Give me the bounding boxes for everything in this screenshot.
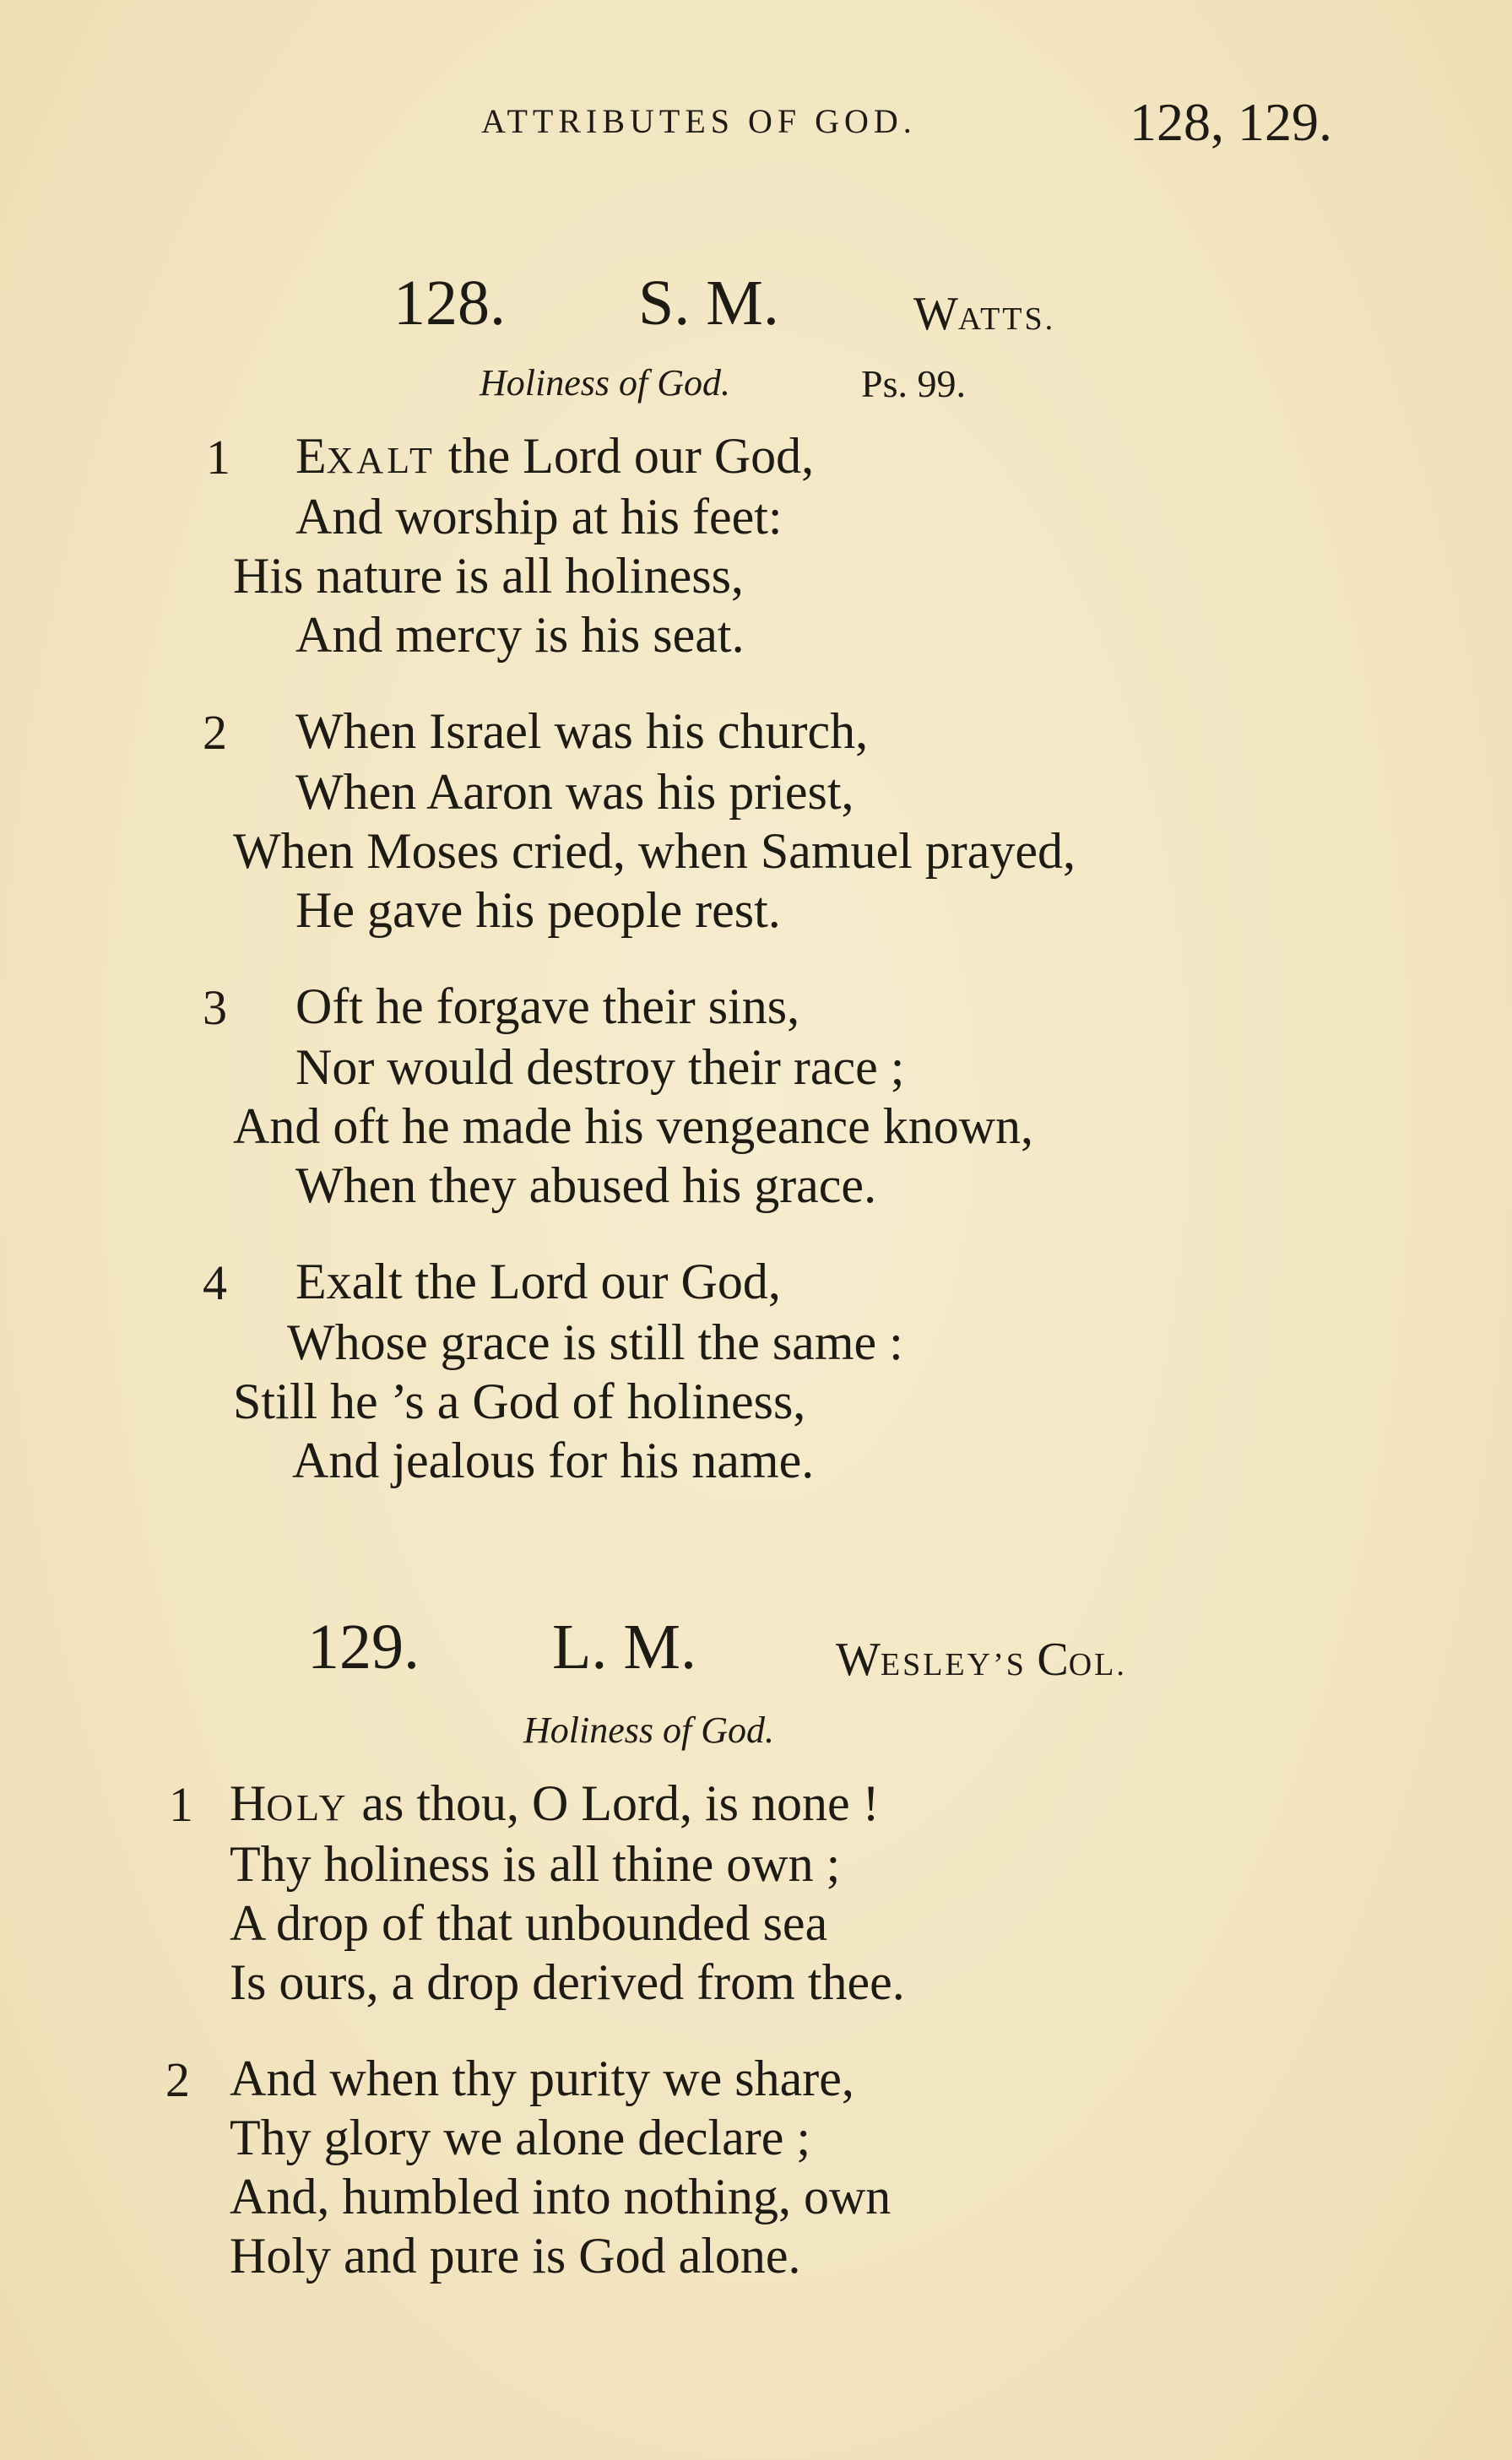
hymn-number: 128. xyxy=(393,268,506,339)
stanza-line: And, humbled into nothing, own xyxy=(230,2169,891,2224)
author-rest-2: OL. xyxy=(1068,1647,1127,1682)
author-initial-2: C xyxy=(1037,1634,1069,1686)
page-numbers: 128, 129. xyxy=(1130,92,1332,152)
stanza-first-line: When Israel was his church, xyxy=(295,703,869,759)
stanza-line: A drop of that unbounded sea xyxy=(230,1895,828,1951)
first-line-rest: the Lord our God, xyxy=(435,428,815,484)
stanza-line: Still he ’s a God of holiness, xyxy=(233,1374,806,1429)
stanza-first-line: Oft he forgave their sins, xyxy=(295,978,800,1034)
stanza-first-line: And when thy purity we share, xyxy=(230,2051,854,2106)
stanza-line: And jealous for his name. xyxy=(292,1433,815,1488)
first-line-rest: as thou, O Lord, is none ! xyxy=(349,1775,880,1831)
hymn-author xyxy=(836,1633,1127,1687)
first-word-rest: OLY xyxy=(266,1787,350,1829)
hymn-number: 129. xyxy=(307,1612,420,1682)
stanza-line: His nature is all holiness, xyxy=(233,548,744,604)
author-rest: ESLEY’S xyxy=(880,1647,1027,1682)
stanza-number: 4 xyxy=(203,1255,227,1310)
stanza-first-line: Exalt the Lord our God, xyxy=(295,1254,781,1309)
first-word-rest: XALT xyxy=(326,440,436,481)
stanza-line: Nor would destroy their race ; xyxy=(295,1039,905,1095)
stanza-number: 1 xyxy=(206,430,230,485)
stanza-line: Thy glory we alone declare ; xyxy=(230,2110,811,2165)
author-initial: W xyxy=(913,288,958,340)
stanza-line: And worship at his feet: xyxy=(295,489,783,545)
hymn-meter: S. M. xyxy=(638,268,779,339)
stanza-line: When Moses cried, when Samuel prayed, xyxy=(233,823,1076,879)
stanza-line: Whose grace is still the same : xyxy=(287,1314,903,1370)
first-word-initial: H xyxy=(230,1775,267,1831)
hymn-subject: Holiness of God. xyxy=(523,1710,774,1751)
stanza-number: 1 xyxy=(169,1777,193,1832)
hymn-meter: L. M. xyxy=(552,1612,696,1682)
stanza-line: When they abused his grace. xyxy=(295,1157,877,1213)
running-head-title: ATTRIBUTES OF GOD. xyxy=(481,102,917,140)
author-rest: ATTS. xyxy=(957,301,1056,337)
first-word-initial: E xyxy=(295,428,327,484)
stanza-line: Thy holiness is all thine own ; xyxy=(230,1836,841,1892)
hymn-author xyxy=(913,287,1055,341)
hymn-subject: Holiness of God. xyxy=(480,362,730,404)
hymn-reference: Ps. 99. xyxy=(861,362,966,405)
stanza-line: And mercy is his seat. xyxy=(295,607,745,663)
stanza-number: 2 xyxy=(203,705,227,760)
stanza-number: 3 xyxy=(203,980,227,1035)
stanza-number: 2 xyxy=(165,2052,190,2107)
stanza-line: Is ours, a drop derived from thee. xyxy=(230,1954,905,2010)
stanza-first-line xyxy=(230,1775,880,1833)
stanza-line: And oft he made his vengeance known, xyxy=(233,1098,1034,1154)
stanza-line: Holy and pure is God alone. xyxy=(230,2228,801,2284)
stanza-line: He gave his people rest. xyxy=(295,882,781,938)
stanza-first-line xyxy=(295,427,814,485)
author-initial: W xyxy=(836,1634,881,1686)
stanza-line: When Aaron was his priest, xyxy=(295,764,854,820)
